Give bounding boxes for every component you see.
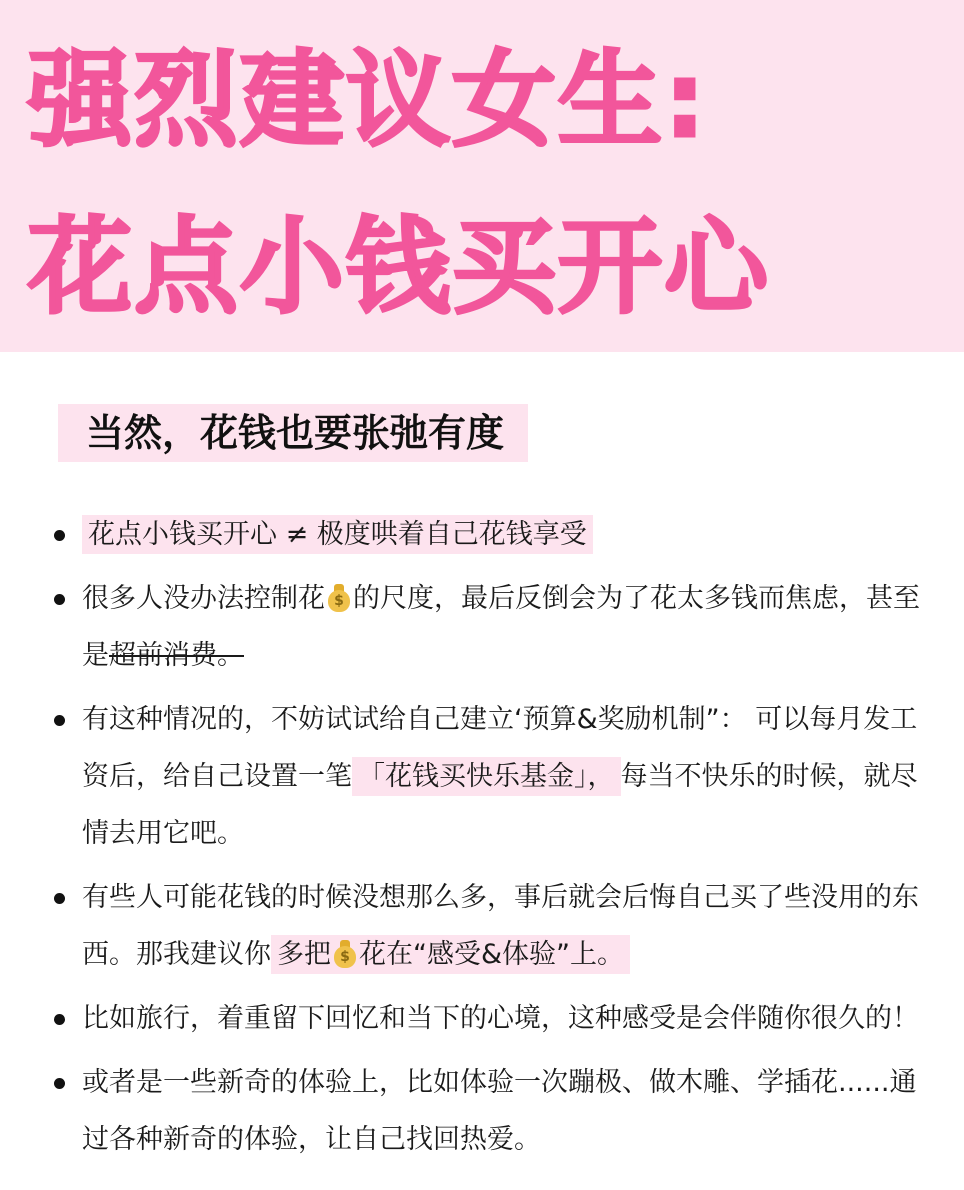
bullet-dot-icon [54,1014,65,1025]
bullet-6-text: 或者是一些新奇的体验上，比如体验一次蹦极、做木雕、学插花......通过各种新奇的体验，让自己找回热爱。 [82,1067,917,1155]
bullet-1-highlight-text: 花点小钱买开心 ≠ 极度哄着自己花钱享受 [82,515,593,554]
bullet-3-highlight-text: 「花钱买快乐基金」， [352,757,621,796]
bullet-dot-icon [54,594,65,605]
bullet-dot-icon [54,715,65,726]
bullet-dot-icon [54,893,65,904]
bullet-4-highlight-start: 多把 [277,939,331,970]
bullet-4-text-start: 有些人可能花钱的时候没想那么多，事后就会后悔自己买了些没用的东西。那我建议你 [82,882,919,970]
section-heading: 当然，花钱也要张弛有度 [58,404,528,462]
bullet-4-highlight [271,935,630,974]
bullet-item-4 [50,869,930,983]
bullet-2-strikethrough-text: 超前消费。 [109,640,244,671]
hero-title-line-1: 强烈建议女生: [28,39,708,161]
bullet-5-text: 比如旅行，着重留下回忆和当下的心境，这种感受是会伴随你很久的！ [82,1003,919,1034]
bullet-4-highlight-end: 花在“感受&体验”上。 [359,939,625,970]
hero-title-line-2: 花点小钱买开心 [28,206,771,328]
bullet-list [50,506,930,1175]
bullet-item-3 [50,691,930,862]
bullet-item-5 [50,990,930,1047]
hero-banner [0,0,964,352]
bullet-item-2 [50,570,930,684]
bullet-dot-icon [54,1078,65,1089]
money-bag-icon [333,938,357,968]
bullet-3-text-start: 有这种情况的，不妨试试给自己建立‘预算&奖励机制”： 可以每月发工资后，给自己设置一笔 [82,704,918,792]
money-bag-body: $ [328,590,350,612]
bullet-item-6 [50,1054,930,1168]
bullet-3-text-end: 每当不快乐的时候，就尽情去用它吧。 [82,761,918,849]
bullet-2-text-start: 很多人没办法控制花 [82,583,325,614]
money-bag-body: $ [334,946,356,968]
bullet-dot-icon [54,530,65,541]
bullet-item-1 [50,506,930,563]
bullet-2-text-middle: 的尺度，最后反倒会为了花太多钱而焦虑，甚至是 [82,583,920,671]
money-bag-icon [327,582,351,612]
